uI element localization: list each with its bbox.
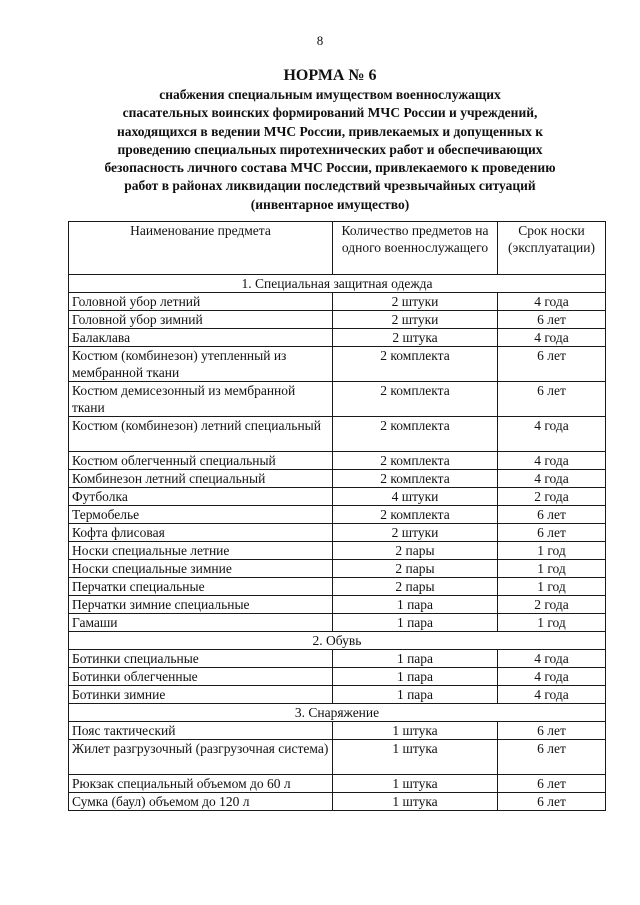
item-name: Головной убор летний bbox=[69, 293, 333, 311]
section-row bbox=[69, 704, 606, 722]
item-name: Гамаши bbox=[69, 614, 333, 632]
item-name: Головной убор зимний bbox=[69, 311, 333, 329]
subtitle-line: (инвентарное имущество) bbox=[250, 196, 410, 212]
item-name: Костюм облегченный специальный bbox=[69, 452, 333, 470]
item-quantity: 2 штуки bbox=[333, 293, 498, 311]
page-number: 8 bbox=[316, 33, 324, 48]
document-heading bbox=[80, 66, 580, 214]
item-quantity: 2 пары bbox=[333, 560, 498, 578]
item-quantity: 1 штука bbox=[333, 793, 498, 811]
table-row bbox=[69, 614, 606, 632]
item-term: 6 лет bbox=[498, 722, 606, 740]
table-header-row bbox=[69, 222, 606, 275]
table-row bbox=[69, 578, 606, 596]
table-row bbox=[69, 560, 606, 578]
item-quantity: 1 пара bbox=[333, 686, 498, 704]
section-title: 2. Обувь bbox=[69, 632, 606, 650]
norma-title: НОРМА № 6 bbox=[283, 67, 377, 84]
table-row bbox=[69, 740, 606, 775]
item-term: 1 год bbox=[498, 578, 606, 596]
item-name: Ботинки облегченные bbox=[69, 668, 333, 686]
norm-table bbox=[68, 221, 606, 811]
table-row bbox=[69, 722, 606, 740]
item-name: Перчатки специальные bbox=[69, 578, 333, 596]
section-row bbox=[69, 275, 606, 293]
item-term: 4 года bbox=[498, 650, 606, 668]
item-quantity: 2 комплекта bbox=[333, 382, 498, 417]
section-title: 3. Снаряжение bbox=[69, 704, 606, 722]
item-name: Рюкзак специальный объемом до 60 л bbox=[69, 775, 333, 793]
table-row bbox=[69, 382, 606, 417]
item-term: 4 года bbox=[498, 668, 606, 686]
item-quantity: 1 штука bbox=[333, 722, 498, 740]
table-row bbox=[69, 417, 606, 452]
item-name: Перчатки зимние специальные bbox=[69, 596, 333, 614]
item-name: Жилет разгрузочный (разгрузочная система) bbox=[69, 740, 333, 775]
item-quantity: 2 штуки bbox=[333, 524, 498, 542]
item-term: 6 лет bbox=[498, 740, 606, 775]
subtitle-line: снабжения специальным имуществом военнослужащих bbox=[159, 87, 501, 102]
header-quantity: Количество предметов на одного военнослужащего bbox=[333, 222, 498, 275]
table-row bbox=[69, 311, 606, 329]
item-name: Комбинезон летний специальный bbox=[69, 470, 333, 488]
table-row bbox=[69, 793, 606, 811]
item-name: Костюм (комбинезон) летний специальный bbox=[69, 417, 333, 452]
item-quantity: 2 комплекта bbox=[333, 347, 498, 382]
item-term: 6 лет bbox=[498, 382, 606, 417]
section-title: 1. Специальная защитная одежда bbox=[69, 275, 606, 293]
item-quantity: 2 комплекта bbox=[333, 452, 498, 470]
subtitle-line: работ в районах ликвидации последствий чрезвычайных ситуаций bbox=[124, 178, 536, 194]
item-term: 4 года bbox=[498, 329, 606, 347]
item-term: 6 лет bbox=[498, 347, 606, 382]
item-term: 4 года bbox=[498, 417, 606, 452]
item-term: 6 лет bbox=[498, 506, 606, 524]
table-row bbox=[69, 668, 606, 686]
item-name: Костюм (комбинезон) утепленный из мембранной ткани bbox=[69, 347, 333, 382]
item-quantity: 2 пары bbox=[333, 578, 498, 596]
item-term: 4 года bbox=[498, 293, 606, 311]
item-quantity: 1 штука bbox=[333, 775, 498, 793]
table-row bbox=[69, 506, 606, 524]
section-row bbox=[69, 632, 606, 650]
table-row bbox=[69, 452, 606, 470]
item-quantity: 1 штука bbox=[333, 740, 498, 775]
item-name: Ботинки зимние bbox=[69, 686, 333, 704]
item-name: Костюм демисезонный из мембранной ткани bbox=[69, 382, 333, 417]
item-name: Носки специальные летние bbox=[69, 542, 333, 560]
item-term: 6 лет bbox=[498, 524, 606, 542]
item-term: 1 год bbox=[498, 542, 606, 560]
table-row bbox=[69, 542, 606, 560]
table-row bbox=[69, 488, 606, 506]
item-quantity: 4 штуки bbox=[333, 488, 498, 506]
header-term: Срок носки (эксплуатации) bbox=[498, 222, 606, 275]
item-term: 1 год bbox=[498, 560, 606, 578]
table-row bbox=[69, 293, 606, 311]
item-name: Сумка (баул) объемом до 120 л bbox=[69, 793, 333, 811]
item-quantity: 2 штуки bbox=[333, 311, 498, 329]
item-term: 6 лет bbox=[498, 311, 606, 329]
table-row bbox=[69, 524, 606, 542]
item-term: 4 года bbox=[498, 686, 606, 704]
table-row bbox=[69, 650, 606, 668]
table-row bbox=[69, 347, 606, 382]
item-quantity: 2 штука bbox=[333, 329, 498, 347]
item-name: Носки специальные зимние bbox=[69, 560, 333, 578]
table-row bbox=[69, 470, 606, 488]
item-name: Термобелье bbox=[69, 506, 333, 524]
item-quantity: 2 комплекта bbox=[333, 470, 498, 488]
item-term: 6 лет bbox=[498, 775, 606, 793]
item-term: 1 год bbox=[498, 614, 606, 632]
subtitle-line: проведению специальных пиротехнических работ и обеспечивающих bbox=[117, 141, 543, 157]
item-quantity: 2 пары bbox=[333, 542, 498, 560]
table-row bbox=[69, 596, 606, 614]
item-quantity: 1 пара bbox=[333, 650, 498, 668]
item-term: 4 года bbox=[498, 470, 606, 488]
item-term: 2 года bbox=[498, 596, 606, 614]
item-term: 2 года bbox=[498, 488, 606, 506]
item-name: Кофта флисовая bbox=[69, 524, 333, 542]
subtitle-line: находящихся в ведении МЧС России, привлекаемых и допущенных к bbox=[116, 123, 544, 139]
item-quantity: 2 комплекта bbox=[333, 417, 498, 452]
table-body bbox=[69, 275, 606, 811]
item-name: Пояс тактический bbox=[69, 722, 333, 740]
table-row bbox=[69, 686, 606, 704]
item-name: Балаклава bbox=[69, 329, 333, 347]
item-name: Ботинки специальные bbox=[69, 650, 333, 668]
item-term: 6 лет bbox=[498, 793, 606, 811]
item-quantity: 1 пара bbox=[333, 596, 498, 614]
item-name: Футболка bbox=[69, 488, 333, 506]
item-quantity: 1 пара bbox=[333, 614, 498, 632]
table-row bbox=[69, 329, 606, 347]
item-term: 4 года bbox=[498, 452, 606, 470]
table-row bbox=[69, 775, 606, 793]
subtitle-line: безопасность личного состава МЧС России, привлекаемого к проведению bbox=[104, 160, 556, 176]
item-quantity: 2 комплекта bbox=[333, 506, 498, 524]
item-quantity: 1 пара bbox=[333, 668, 498, 686]
header-name: Наименование предмета bbox=[69, 222, 333, 275]
subtitle-line: спасательных воинских формирований МЧС России и учреждений, bbox=[122, 105, 538, 121]
